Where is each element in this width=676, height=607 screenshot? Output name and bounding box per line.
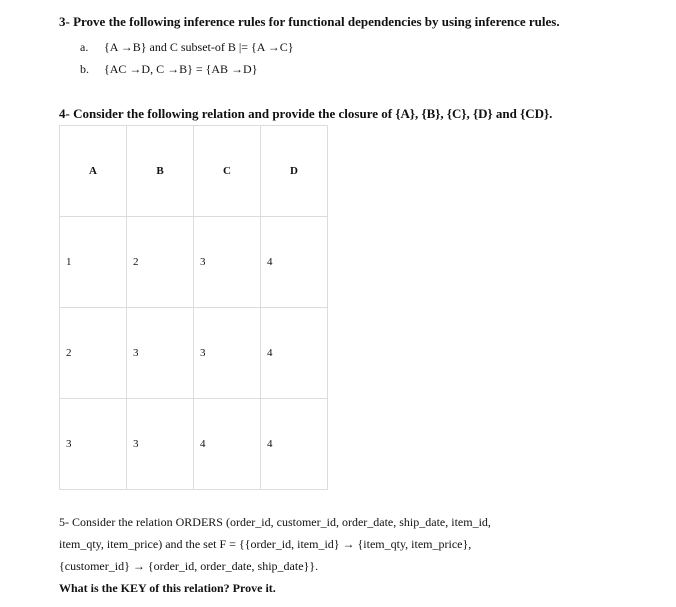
rule-a-marker: a. bbox=[80, 40, 89, 54]
rule-b bbox=[80, 62, 258, 77]
table-row bbox=[60, 399, 328, 490]
question-5-line-3: {customer_id} → {order_id, order_date, ship_date}}. bbox=[59, 559, 319, 573]
table-cell: 3 bbox=[60, 399, 127, 490]
table-cell: 4 bbox=[261, 399, 328, 490]
table-cell: 3 bbox=[127, 399, 194, 490]
table-row bbox=[60, 217, 328, 308]
table-cell: 3 bbox=[194, 217, 261, 308]
column-header-d: D bbox=[261, 126, 328, 217]
table-cell: 3 bbox=[127, 308, 194, 399]
column-header-a: A bbox=[60, 126, 127, 217]
question-5 bbox=[59, 511, 619, 599]
rule-b-marker: b. bbox=[80, 62, 89, 76]
table-cell: 1 bbox=[60, 217, 127, 308]
question-4-title: 4- Consider the following relation and provide the closure of {A}, {B}, {C}, {D} and {CD}. bbox=[59, 106, 553, 121]
table-row bbox=[60, 308, 328, 399]
table-cell: 4 bbox=[261, 308, 328, 399]
table-cell: 3 bbox=[194, 308, 261, 399]
relation-table bbox=[59, 125, 328, 490]
rule-b-text: {AC →D, C →B} = {AB →D} bbox=[104, 62, 258, 76]
question-5-prompt: What is the KEY of this relation? Prove it. bbox=[59, 581, 276, 595]
question-3-title: 3- Prove the following inference rules for functional dependencies by using inference rules. bbox=[59, 14, 560, 29]
question-5-line-1: 5- Consider the relation ORDERS (order_id, customer_id, order_date, ship_date, item_id, bbox=[59, 515, 491, 529]
column-header-c: C bbox=[194, 126, 261, 217]
rule-a bbox=[80, 40, 294, 55]
table-header-row bbox=[60, 126, 328, 217]
table-cell: 2 bbox=[60, 308, 127, 399]
column-header-b: B bbox=[127, 126, 194, 217]
question-5-line-2: item_qty, item_price) and the set F = {{order_id, item_id} → {item_qty, item_price}, bbox=[59, 537, 472, 551]
rule-a-text: {A →B} and C subset-of B |= {A →C} bbox=[104, 40, 294, 54]
table-cell: 4 bbox=[261, 217, 328, 308]
table-cell: 2 bbox=[127, 217, 194, 308]
table-cell: 4 bbox=[194, 399, 261, 490]
